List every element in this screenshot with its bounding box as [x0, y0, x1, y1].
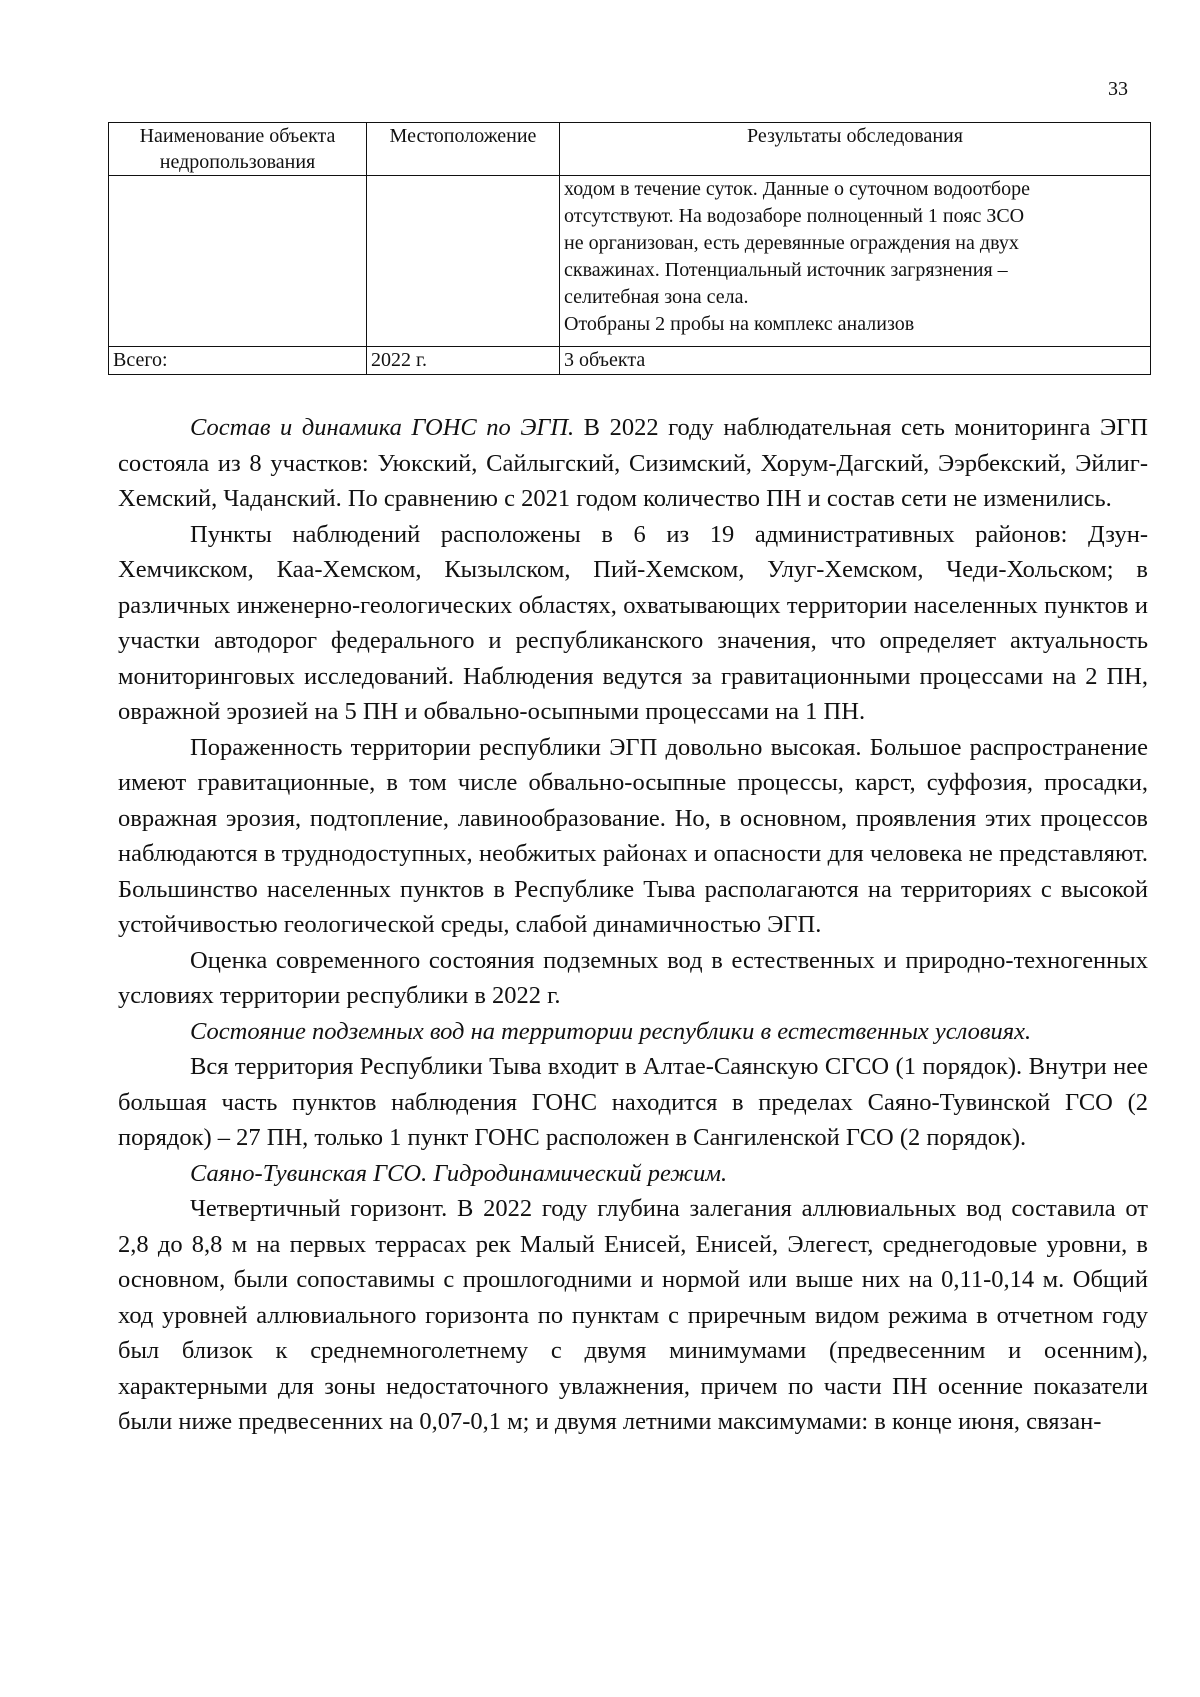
header-location: Местоположение	[367, 123, 560, 176]
total-label: Всего:	[109, 347, 367, 375]
paragraph-natural-conditions-heading: Состояние подземных вод на территории республики в естественных условиях.	[190, 1017, 1032, 1045]
results-line: Отобраны 2 пробы на комплекс анализов	[564, 313, 915, 335]
cell-object-name	[109, 176, 367, 347]
results-line: скважинах. Потенциальный источник загрязнения –	[564, 259, 1008, 281]
cell-location	[367, 176, 560, 347]
results-line: не организован, есть деревянные ограждения на двух	[564, 232, 1019, 254]
survey-results-table	[108, 122, 1151, 375]
header-object-name: Наименование объекта недропользования	[109, 123, 367, 176]
table-row	[109, 176, 1151, 347]
header-results: Результаты обследования	[560, 123, 1151, 176]
total-year: 2022 г.	[367, 347, 560, 375]
total-count: 3 объекта	[560, 347, 1151, 375]
page-number: 33	[1108, 78, 1128, 100]
paragraph-territory-structure: Вся территория Республики Тыва входит в Алтае-Саянскую СГСО (1 порядок). Внутри нее большая часть пунктов наблюдения ГОНС находится в пределах Саяно-Тувинской ГСО (2 порядок) – 27 ПН, только 1 пункт ГОНС расположен в Сангиленской ГСО (2 порядок).	[118, 1053, 1148, 1151]
paragraph-observation-points: Пункты наблюдений расположены в 6 из 19 административных районов: Дзун-Хемчикском, Каа-Хемском, Кызылском, Пий-Хемском, Улуг-Хемском, Чеди-Хольском; в различных инженерно-геологических областях, охватывающих территории населенных пунктов и участки автодорог федерального и республиканского значения, что определяет актуальность мониторинговых исследований. Наблюдения ведутся за гравитационными процессами на 2 ПН, овражной эрозией на 5 ПН и обвально-осыпными процессами на 1 ПН.	[118, 520, 1148, 725]
results-line: ходом в течение суток. Данные о суточном водоотборе	[564, 178, 1030, 200]
paragraph-network-composition	[118, 410, 1148, 517]
paragraph-groundwater-assessment: Оценка современного состояния подземных вод в естественных и природно-техногенных условиях территории республики в 2022 г.	[118, 946, 1148, 1009]
body-text	[118, 410, 1148, 1440]
paragraph-text: В 2022 году наблюдательная сеть мониторинга ЭГП состояла из 8 участков: Уюкский, Сайлыгский, Сизимский, Хорум-Дагский, Ээрбекский, Эйлиг-Хемский, Чаданский. По сравнению с 2021 годом количество ПН и состав сети не изменились.	[118, 414, 1148, 512]
paragraph-quaternary-horizon: Четвертичный горизонт. В 2022 году глубина залегания аллювиальных вод составила от 2,8 до 8,8 м на первых террасах рек Малый Енисей, Енисей, Элегест, среднегодовые уровни, в основном, были сопоставимы с прошлогодними и нормой или выше них на 0,11-0,14 м. Общий ход уровней аллювиального горизонта по пунктам с приречным видом режима в отчетном году был близок к среднемноголетнему с двумя минимумами (предвесенним и осенним), характерными для зоны недостаточного увлажнения, причем по части ПН осенние показатели были ниже предвесенних на 0,07-0,1 м; и двумя летними максимумами: в конце июня, связан-	[118, 1195, 1148, 1435]
cell-results	[560, 176, 1151, 347]
table-total-row	[109, 347, 1151, 375]
paragraph-hydrodynamic-heading: Саяно-Тувинская ГСО. Гидродинамический режим.	[190, 1159, 728, 1187]
table-header-row	[109, 123, 1151, 176]
results-line: отсутствуют. На водозаборе полноценный 1 пояс ЗСО	[564, 205, 1025, 227]
results-line: селитебная зона села.	[564, 286, 749, 308]
paragraph-egp-prevalence: Пораженность территории республики ЭГП довольно высокая. Большое распространение имеют гравитационные, в том числе обвально-осыпные процессы, карст, суффозия, просадки, овражная эрозия, подтопление, лавинообразование. Но, в основном, проявления этих процессов наблюдаются в труднодоступных, необжитых районах и опасности для человека не представляют. Большинство населенных пунктов в Республике Тыва располагаются на территориях с высокой устойчивостью геологической среды, слабой динамичностью ЭГП.	[118, 733, 1148, 938]
section-title-italic: Состав и динамика ГОНС по ЭГП.	[190, 414, 575, 441]
